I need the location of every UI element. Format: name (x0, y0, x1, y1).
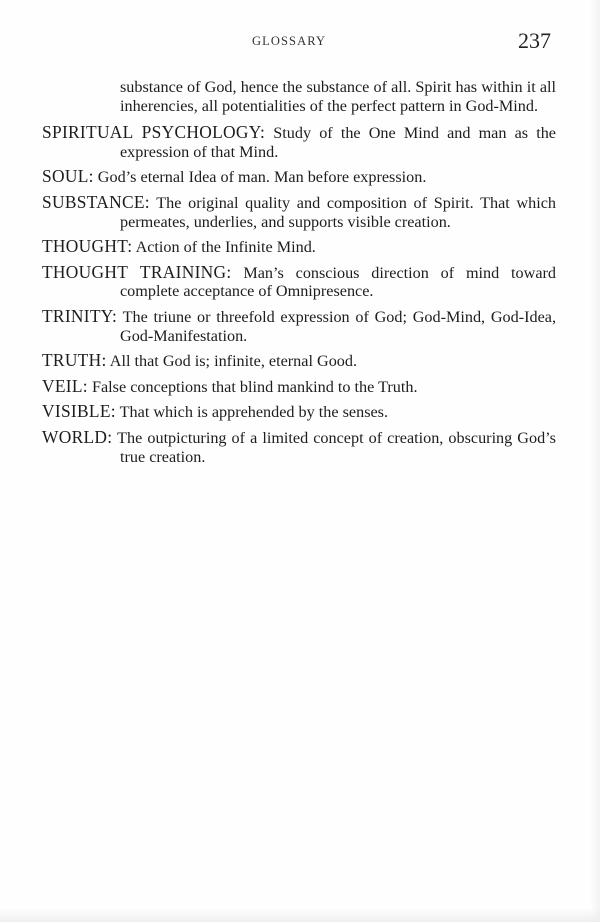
glossary-definition: The outpicturing of a limited concept of creation, obscuring God’s true creation. (117, 428, 556, 466)
glossary-definition: False conceptions that blind mankind to the Truth. (91, 377, 418, 396)
glossary-definition: God’s eternal Idea of man. Man before expression. (97, 168, 427, 187)
glossary-entry-visible (42, 402, 556, 422)
glossary-term: VISIBLE: (42, 401, 116, 422)
glossary-term: THOUGHT TRAINING: (42, 261, 232, 282)
glossary-term: SPIRITUAL PSYCHOLOGY: (42, 122, 266, 143)
page-number: 237 (518, 28, 551, 53)
glossary-definition: All that God is; infinite, eternal Good. (109, 352, 358, 371)
glossary-entry-thought (42, 237, 556, 257)
glossary-definition: Man’s conscious direction of mind toward complete acceptance of Omnipresence. (120, 263, 557, 301)
running-head: GLOSSARY (252, 34, 327, 48)
continued-definition: substance of God, hence the substance of all. Spirit has within it all inherencies, all potentialities of the perfect pattern in God-Mind. (120, 78, 556, 115)
glossary-term: SUBSTANCE: (42, 191, 150, 212)
glossary-definition: The triune or threefold expression of God; God-Mind, God-Idea, God-Manifestation. (120, 307, 556, 345)
glossary-definition: That which is apprehended by the senses. (119, 403, 389, 422)
glossary-term: TRUTH: (42, 350, 107, 371)
page-edge-shadow (590, 0, 600, 922)
glossary-entry-veil (42, 377, 556, 397)
glossary-definition: Study of the One Mind and man as the expression of that Mind. (120, 124, 556, 161)
glossary-entry-trinity (42, 307, 556, 345)
glossary-term: TRINITY: (42, 305, 118, 326)
glossary-entry-soul (42, 167, 556, 187)
glossary-definition: Action of the Infinite Mind. (135, 238, 316, 257)
glossary-entry-substance (42, 193, 556, 231)
glossary-entry-world (42, 428, 556, 466)
glossary-term: WORLD: (42, 426, 113, 447)
glossary-term: VEIL: (42, 375, 88, 396)
glossary-entry-spiritual-psychology (42, 123, 556, 161)
glossary-entry-thought-training (42, 263, 556, 301)
page-edge-shadow (0, 908, 600, 922)
glossary-term: SOUL: (42, 166, 94, 187)
glossary-entry-truth (42, 351, 556, 371)
glossary-term: THOUGHT: (42, 236, 133, 257)
glossary-text (42, 78, 556, 472)
glossary-definition: The original quality and composition of Spirit. That which permeates, underlies, and supports visible creation. (120, 193, 556, 231)
